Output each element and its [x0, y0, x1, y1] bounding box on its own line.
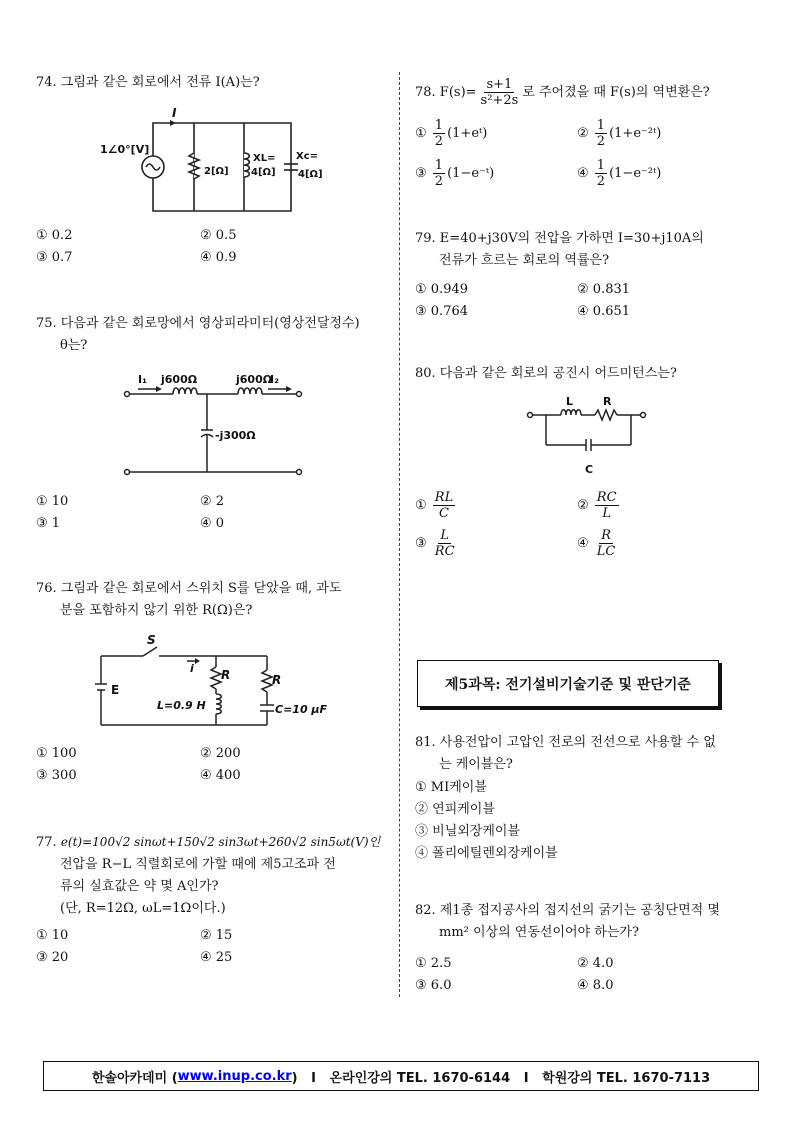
- q75-options: [36, 494, 366, 538]
- q76-current-label: i: [190, 662, 194, 675]
- q79-option-2[interactable]: ② 0.831: [577, 282, 631, 297]
- q78-half-denominator: 2: [434, 134, 444, 149]
- q78-option-1-marker: ①: [415, 126, 427, 141]
- q81-option-2[interactable]: ② 연피케이블: [415, 802, 495, 817]
- q74-circuit-diagram: [100, 106, 323, 214]
- q80-option-4-fraction: [595, 528, 618, 559]
- q78-option-1-half: [433, 118, 445, 149]
- q82-option-3[interactable]: ③ 6.0: [415, 978, 452, 993]
- q77-option-3[interactable]: ③ 20: [36, 950, 69, 965]
- q78-option-2-text: (1+e⁻²ᵗ): [609, 126, 662, 141]
- q80-option-1-num: RL: [434, 490, 454, 505]
- q74-source-label: 1∠0°[V]: [100, 143, 150, 156]
- q74-xl-label: XL=: [253, 153, 276, 164]
- q78-option-1-text: (1+eᵗ): [447, 126, 488, 141]
- q77-option-4[interactable]: ④ 25: [200, 950, 233, 965]
- q78-half-numerator: 1: [596, 118, 606, 133]
- q74-option-2[interactable]: ② 0.5: [200, 228, 237, 243]
- q78-option-4-half: [595, 158, 607, 189]
- q74-options: [36, 228, 366, 272]
- q76-e-label: E: [111, 683, 120, 697]
- q78-half-denominator: 2: [596, 134, 606, 149]
- question-75-stem: [36, 313, 360, 357]
- q81-option-1[interactable]: ① MI케이블: [415, 780, 487, 795]
- q75-stem-line1: 75. 다음과 같은 회로망에서 영상피라미터(영상전달정수): [36, 316, 360, 331]
- q74-resistor-label: 2[Ω]: [204, 166, 229, 177]
- q77-expression: e(t)=100√2 sinωt+150√2 sin3ωt+260√2 sin5ωt(V)인: [60, 835, 381, 849]
- q78-half-denominator: 2: [434, 174, 444, 189]
- q82-options: [415, 956, 755, 1000]
- q74-xc-value: 4[Ω]: [298, 169, 323, 180]
- q80-option-1-den: C: [439, 506, 449, 521]
- footer-academy-name: 한솔아카데미 (: [91, 1070, 178, 1086]
- q75-option-4[interactable]: ④ 0: [200, 516, 225, 531]
- q77-stem-line4: (단, R=12Ω, ωL=1Ω이다.): [60, 901, 226, 916]
- q78-option-3-text: (1−e⁻ᵗ): [447, 166, 495, 181]
- q76-stem-line1: 76. 그림과 같은 회로에서 스위치 S를 닫았을 때, 과도: [36, 581, 342, 596]
- q74-xc-label: Xc=: [296, 151, 319, 162]
- q77-option-2[interactable]: ② 15: [200, 928, 233, 943]
- q75-i2-label: I₂: [270, 373, 279, 386]
- footer-banner: [43, 1061, 759, 1091]
- question-78-stem: [415, 77, 710, 108]
- q75-option-2[interactable]: ② 2: [200, 494, 225, 509]
- q82-option-4[interactable]: ④ 8.0: [577, 978, 614, 993]
- q78-denominator: s²+2s: [480, 93, 519, 108]
- section-header: 제5과목: 전기설비기술기준 및 판단기준: [417, 660, 719, 707]
- q74-option-4[interactable]: ④ 0.9: [200, 250, 237, 265]
- q80-option-3-fraction: [433, 528, 457, 559]
- q76-stem-line2: 분을 포함하지 않기 위한 R(Ω)은?: [60, 603, 253, 618]
- footer-website-link[interactable]: www.inup.co.kr: [177, 1068, 292, 1084]
- q80-option-1-marker: ①: [415, 498, 427, 513]
- q78-option-2-half: [595, 118, 607, 149]
- q78-stem-suffix: 로 주어졌을 때 F(s)의 역변환은?: [522, 84, 710, 100]
- question-80-stem: 80. 다음과 같은 회로의 공진시 어드미턴스는?: [415, 366, 677, 381]
- q80-option-3-marker: ③: [415, 536, 427, 551]
- question-81-stem: [415, 732, 716, 776]
- q75-stem-line2: θ는?: [60, 338, 88, 353]
- q75-option-3[interactable]: ③ 1: [36, 516, 61, 531]
- q80-option-2-num: RC: [596, 490, 617, 505]
- q75-option-1[interactable]: ① 10: [36, 494, 69, 509]
- q76-l-label: L=0.9 H: [157, 699, 206, 712]
- question-79-stem: [415, 228, 704, 272]
- q78-option-2[interactable]: [577, 118, 661, 149]
- question-74-stem: 74. 그림과 같은 회로에서 전류 I(A)는?: [36, 75, 260, 90]
- q78-option-4[interactable]: [577, 158, 661, 189]
- q82-stem-line1: 82. 제1종 접지공사의 접지선의 굵기는 공칭단면적 몇: [415, 903, 720, 918]
- q78-stem-prefix: 78. F(s)=: [415, 84, 477, 100]
- q76-option-3[interactable]: ③ 300: [36, 768, 77, 783]
- q79-stem-line1: 79. E=40+j30V의 전압을 가하면 I=30+j10A의: [415, 231, 704, 246]
- q80-option-2-fraction: [595, 490, 619, 521]
- q78-half-numerator: 1: [596, 158, 606, 173]
- q77-stem-line3: 류의 실효값은 약 몇 A인가?: [60, 879, 219, 894]
- q76-option-4[interactable]: ④ 400: [200, 768, 241, 783]
- q81-option-4[interactable]: ④ 폴리에틸렌외장케이블: [415, 846, 558, 861]
- q79-stem-line2: 전류가 흐르는 회로의 역률은?: [439, 253, 610, 268]
- q80-option-4[interactable]: [577, 528, 619, 559]
- q79-option-3[interactable]: ③ 0.764: [415, 304, 469, 319]
- question-77-stem: [36, 831, 380, 920]
- q80-option-3-den: RC: [434, 544, 455, 559]
- q76-circuit-diagram: [95, 632, 335, 732]
- q78-option-1[interactable]: [415, 118, 487, 149]
- q80-l-label: L: [566, 395, 574, 408]
- q77-number: 77.: [36, 835, 57, 850]
- q82-stem-line2: mm² 이상의 연동선이어야 하는가?: [439, 925, 639, 940]
- q78-options: [415, 118, 755, 198]
- q75-i1-label: I₁: [138, 373, 147, 386]
- q79-option-4[interactable]: ④ 0.651: [577, 304, 631, 319]
- q81-stem-line1: 81. 사용전압이 고압인 전로의 전선으로 사용할 수 없: [415, 735, 716, 750]
- q80-option-1[interactable]: [415, 490, 457, 521]
- q75-z2-label: j600Ω: [236, 373, 273, 386]
- question-82-stem: [415, 900, 720, 944]
- q78-option-4-marker: ④: [577, 166, 589, 181]
- q80-r-label: R: [603, 395, 612, 408]
- q78-option-3-marker: ③: [415, 166, 427, 181]
- q77-option-1[interactable]: ① 10: [36, 928, 69, 943]
- q81-options: [415, 776, 755, 864]
- q77-options: [36, 928, 366, 972]
- q80-option-2[interactable]: [577, 490, 621, 521]
- q75-network-diagram: [118, 370, 318, 480]
- q78-half-denominator: 2: [596, 174, 606, 189]
- q74-option-3[interactable]: ③ 0.7: [36, 250, 73, 265]
- q78-half-numerator: 1: [434, 118, 444, 133]
- q80-option-4-den: LC: [596, 544, 616, 559]
- q74-current-label: I: [172, 106, 177, 120]
- q80-option-4-marker: ④: [577, 536, 589, 551]
- q76-option-1[interactable]: ① 100: [36, 746, 77, 761]
- q78-numerator: s+1: [486, 77, 513, 92]
- q75-zc-label: -j300Ω: [215, 429, 256, 442]
- question-76-stem: [36, 578, 341, 622]
- q80-option-2-den: L: [602, 506, 611, 521]
- q80-option-4-num: R: [601, 528, 611, 543]
- q81-stem-line2: 는 케이블은?: [439, 757, 513, 772]
- q76-c-label: C=10 μF: [275, 703, 328, 716]
- q76-options: [36, 746, 366, 790]
- q76-r2-label: R: [272, 673, 282, 687]
- q77-stem-line2: 전압을 R−L 직렬회로에 가할 때에 제5고조파 전: [60, 857, 336, 872]
- q78-option-2-marker: ②: [577, 126, 589, 141]
- q79-options: [415, 282, 755, 326]
- q78-fraction: [479, 77, 521, 108]
- q75-z1-label: j600Ω: [161, 373, 198, 386]
- q79-option-1[interactable]: ① 0.949: [415, 282, 469, 297]
- q76-r1-label: R: [221, 668, 231, 682]
- q74-option-1[interactable]: ① 0.2: [36, 228, 73, 243]
- q76-option-2[interactable]: ② 200: [200, 746, 241, 761]
- q80-options: [415, 490, 755, 566]
- q76-switch-label: S: [147, 633, 156, 647]
- q80-option-1-fraction: [433, 490, 455, 521]
- q80-c-label: C: [585, 463, 594, 476]
- q80-option-3-num: L: [440, 528, 449, 543]
- q74-xl-value: 4[Ω]: [251, 167, 276, 178]
- q78-option-4-text: (1−e⁻²ᵗ): [609, 166, 662, 181]
- q82-option-1[interactable]: ① 2.5: [415, 956, 452, 971]
- q80-option-3[interactable]: [415, 528, 459, 559]
- footer-contact-text: ) I 온라인강의 TEL. 1670-6144 I 학원강의 TEL. 1670-7113: [291, 1070, 711, 1086]
- q78-option-3[interactable]: [415, 158, 494, 189]
- q82-option-2[interactable]: ② 4.0: [577, 956, 614, 971]
- q78-option-3-half: [433, 158, 445, 189]
- q78-half-numerator: 1: [434, 158, 444, 173]
- q80-circuit-diagram: [525, 395, 655, 480]
- column-divider: [399, 72, 400, 997]
- q81-option-3[interactable]: ③ 비닐외장케이블: [415, 824, 521, 839]
- q80-option-2-marker: ②: [577, 498, 589, 513]
